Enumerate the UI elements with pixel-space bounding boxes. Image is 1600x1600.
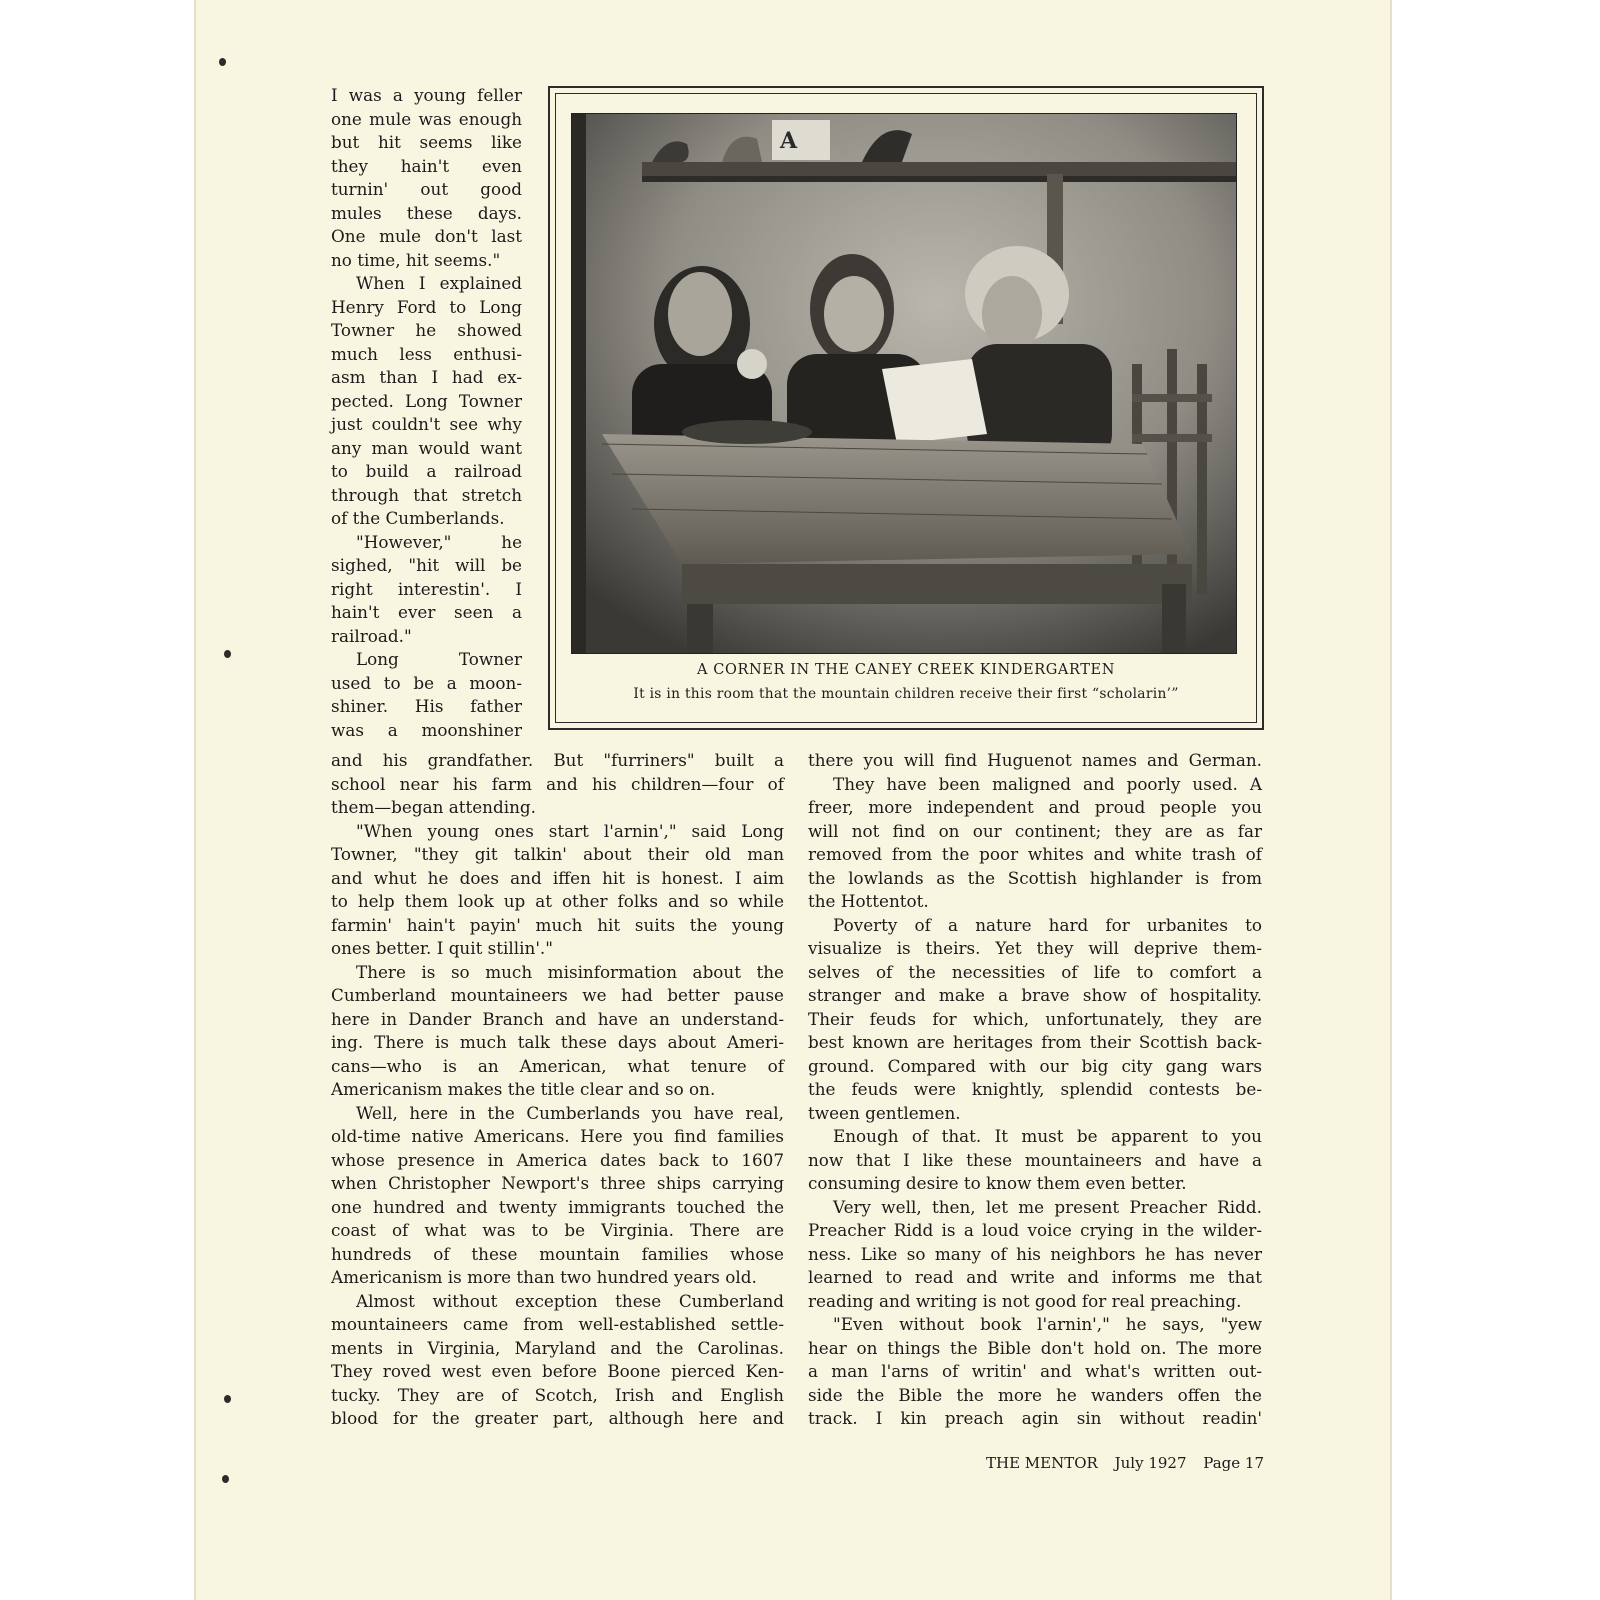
text-line: hundreds of these mountain families whose <box>331 1243 784 1264</box>
text-line: They have been maligned and poorly used. A <box>833 773 1262 794</box>
left-column <box>331 749 784 1431</box>
text-line: will not find on our continent; they are as far <box>808 820 1262 841</box>
text-line: a man l'arns of writin' and what's written out- <box>808 1361 1262 1381</box>
text-line: Very well, then, let me present Preacher Ridd. <box>833 1196 1262 1217</box>
text-line: reading and writing is not good for real preaching. <box>808 1290 1242 1311</box>
text-line: farmin' hain't payin' much hit suits the young <box>331 914 784 935</box>
page-footer <box>900 1454 1264 1472</box>
text-line: track. I kin preach agin sin without readin' <box>808 1408 1262 1428</box>
text-line: They roved west even before Boone pierced Ken- <box>331 1361 784 1381</box>
text-line: tween gentlemen. <box>808 1102 961 1123</box>
kindergarten-photo <box>571 113 1237 654</box>
svg-text:A: A <box>780 128 798 154</box>
text-line: cans—who is an American, what tenure of <box>331 1055 784 1076</box>
text-line: here in Dander Branch and have an understand- <box>331 1008 784 1029</box>
text-line: hain't ever seen a <box>331 602 522 622</box>
text-line: There is so much misinformation about the <box>356 961 784 982</box>
text-line: just couldn't see why <box>331 414 522 434</box>
text-line: consuming desire to know them even better. <box>808 1173 1187 1193</box>
text-line: ments in Virginia, Maryland and the Carolinas. <box>331 1337 784 1358</box>
text-line: visualize is theirs. Yet they will deprive them- <box>808 938 1262 958</box>
right-column <box>808 749 1262 1431</box>
text-line: mules these days. <box>331 202 522 223</box>
text-line: mountaineers came from well-established settle- <box>331 1314 784 1334</box>
text-line: learned to read and write and informs me that <box>808 1267 1262 1287</box>
footer-magazine: THE MENTOR <box>986 1454 1098 1472</box>
text-line: and his grandfather. But "furriners" built a <box>331 750 784 770</box>
text-line: When I explained <box>356 273 522 293</box>
text-line: one hundred and twenty immigrants touched the <box>331 1196 784 1217</box>
binder-hole <box>219 58 226 66</box>
text-line: Long Towner <box>356 649 522 669</box>
narrow-column <box>331 84 522 742</box>
text-line: Almost without exception these Cumberland <box>356 1290 784 1311</box>
text-line: when Christopher Newport's three ships carrying <box>331 1173 784 1193</box>
text-line: Towner he showed <box>331 320 522 340</box>
text-line: Their feuds for which, unfortunately, they are <box>808 1008 1262 1029</box>
text-line: turnin' out good <box>331 179 522 199</box>
text-line: Americanism makes the title clear and so on. <box>331 1079 716 1099</box>
text-line: Enough of that. It must be apparent to you <box>833 1126 1262 1146</box>
footer-date: July 1927 <box>1114 1454 1187 1472</box>
text-line: school near his farm and his children—four of <box>331 773 784 794</box>
footer-page-number: Page 17 <box>1203 1454 1264 1472</box>
text-line: right interestin'. I <box>331 578 522 599</box>
binder-hole <box>224 1395 231 1403</box>
text-line: asm than I had ex- <box>331 367 522 387</box>
text-line: hear on things the Bible don't hold on. The more <box>808 1337 1262 1358</box>
text-line: ness. Like so many of his neighbors he has never <box>808 1243 1262 1264</box>
text-line: now that I like these mountaineers and have a <box>808 1149 1262 1170</box>
text-line: "Even without book l'arnin'," he says, "yew <box>833 1314 1262 1334</box>
text-line: one mule was enough <box>331 108 522 129</box>
text-line: the lowlands as the Scottish highlander is from <box>808 867 1262 888</box>
text-line: side the Bible the more he wanders offen the <box>808 1384 1262 1405</box>
binder-hole <box>222 1475 229 1483</box>
text-line: stranger and make a brave show of hospitality. <box>808 985 1262 1005</box>
text-line: used to be a moon- <box>331 672 522 693</box>
text-line: any man would want <box>331 437 522 458</box>
text-line: ones better. I quit stillin'." <box>331 938 553 958</box>
text-line: Henry Ford to Long <box>331 296 522 317</box>
text-line: "When young ones start l'arnin'," said Long <box>356 820 784 841</box>
text-line: Preacher Ridd is a loud voice crying in the wilder- <box>808 1220 1262 1240</box>
text-line: much less enthusi- <box>331 343 522 364</box>
text-line: old-time native Americans. Here you find families <box>331 1126 784 1146</box>
text-line: Well, here in the Cumberlands you have real, <box>356 1102 784 1123</box>
text-line: Cumberland mountaineers we had better pause <box>331 985 784 1005</box>
text-line: to help them look up at other folks and so while <box>331 891 784 911</box>
text-line: of the Cumberlands. <box>331 508 505 528</box>
text-line: the Hottentot. <box>808 891 929 911</box>
text-line: ing. There is much talk these days about Ameri- <box>331 1032 784 1052</box>
text-line: was a moonshiner <box>331 719 522 740</box>
text-line: One mule don't last <box>331 226 522 246</box>
text-line: them—began attending. <box>331 797 536 817</box>
text-line: railroad." <box>331 625 412 646</box>
text-line: freer, more independent and proud people you <box>808 797 1262 817</box>
photo-figure <box>548 86 1264 730</box>
text-line: selves of the necessities of life to comfort a <box>808 961 1262 982</box>
text-line: I was a young feller <box>331 85 522 105</box>
text-line: Americanism is more than two hundred years old. <box>331 1267 757 1287</box>
text-line: shiner. His father <box>331 696 522 716</box>
text-line: there you will find Huguenot names and German. <box>808 750 1262 770</box>
binder-hole <box>224 650 231 658</box>
text-line: removed from the poor whites and white trash of <box>808 844 1262 864</box>
text-line: whose presence in America dates back to 1607 <box>331 1149 784 1170</box>
figure-caption-title: A CORNER IN THE CANEY CREEK KINDERGARTEN <box>697 662 1115 678</box>
text-line: tucky. They are of Scotch, Irish and English <box>331 1384 784 1405</box>
figure-caption-subtitle: It is in this room that the mountain children receive their first “scholarin’” <box>633 686 1179 702</box>
text-line: best known are heritages from their Scottish back- <box>808 1032 1262 1052</box>
text-line: to build a railroad <box>331 461 522 481</box>
text-line: through that stretch <box>331 484 522 505</box>
text-line: they hain't even <box>331 155 522 176</box>
text-line: coast of what was to be Virginia. There are <box>331 1220 784 1240</box>
text-line: but hit seems like <box>331 132 522 152</box>
text-line: "However," he <box>356 531 522 552</box>
text-line: blood for the greater part, although here and <box>331 1408 784 1428</box>
text-line: Towner, "they git talkin' about their old man <box>331 844 784 864</box>
text-line: the feuds were knightly, splendid contests be- <box>808 1079 1262 1099</box>
text-line: no time, hit seems." <box>331 249 501 270</box>
text-line: sighed, "hit will be <box>331 555 522 575</box>
text-line: pected. Long Towner <box>331 390 522 411</box>
text-line: and whut he does and iffen hit is honest. I aim <box>331 867 784 888</box>
text-line: Poverty of a nature hard for urbanites to <box>833 914 1262 935</box>
text-line: ground. Compared with our big city gang wars <box>808 1055 1262 1076</box>
